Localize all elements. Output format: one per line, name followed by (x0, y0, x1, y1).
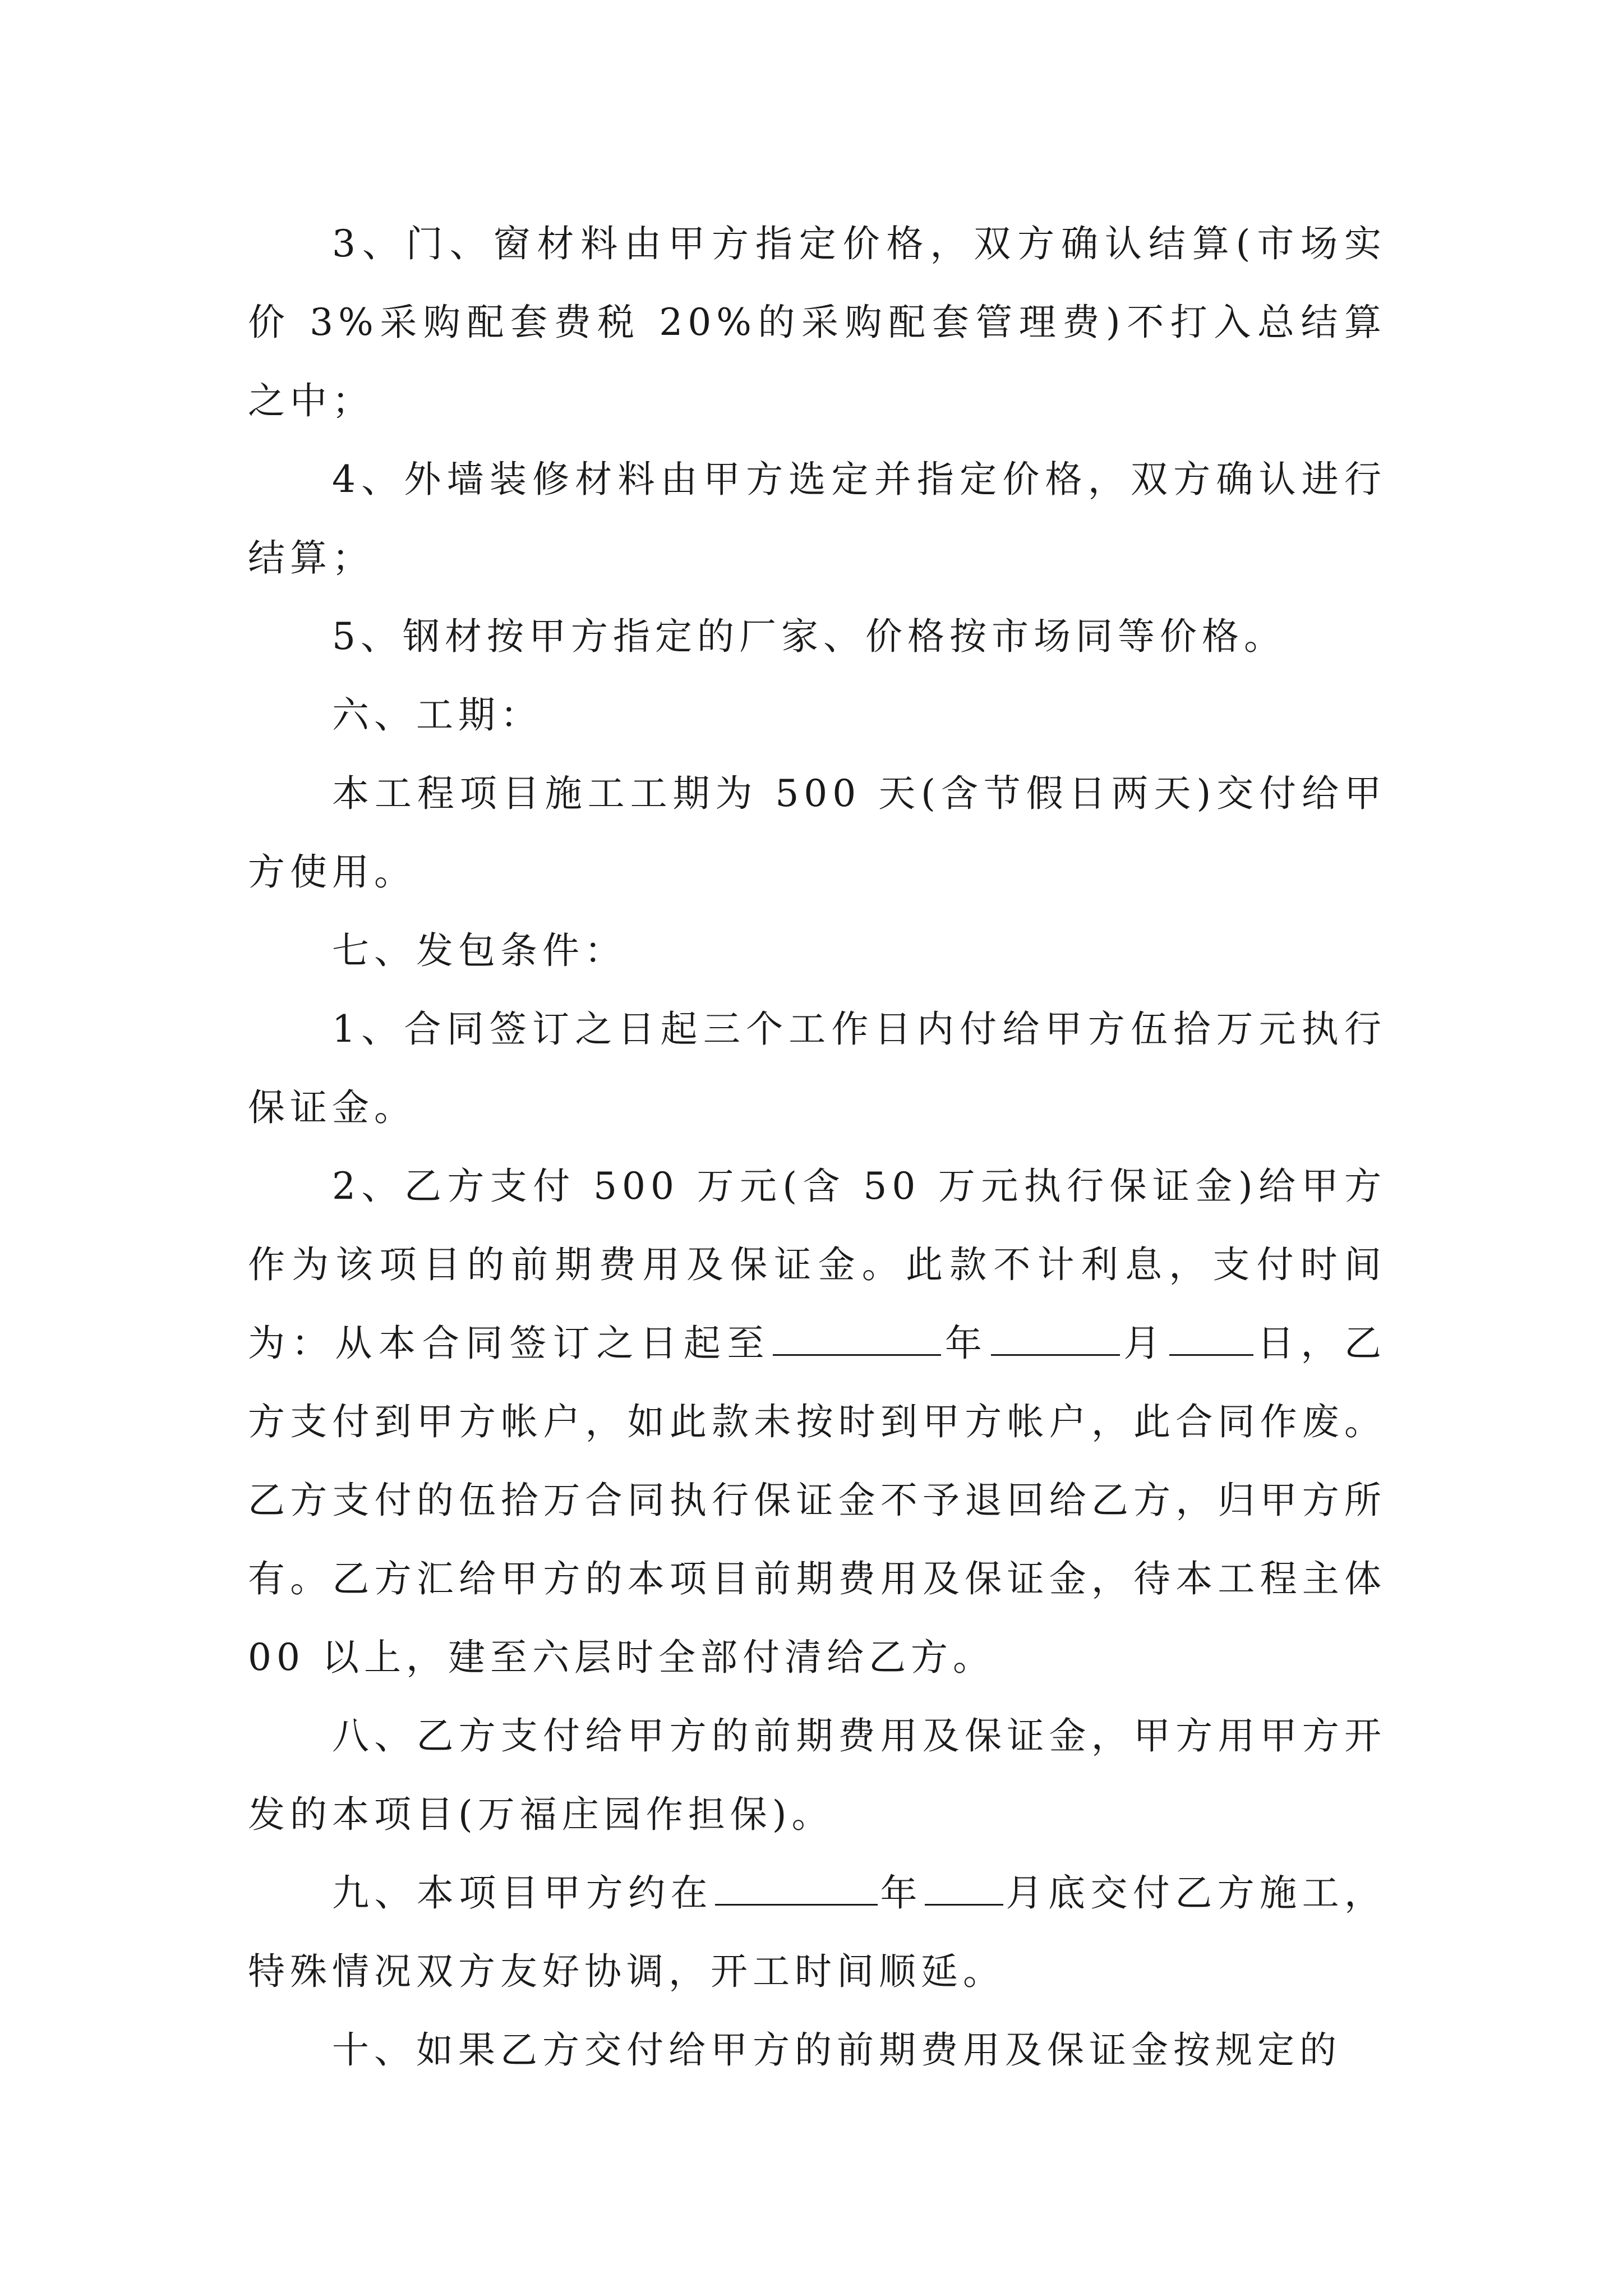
blank-year-field (773, 1317, 941, 1356)
blank-handover-year-field (715, 1867, 878, 1906)
paragraph-performance-deposit: 1、合同签订之日起三个工作日内付给甲方伍拾万元执行保证金。 (248, 1007, 1386, 1129)
paragraph-door-window-materials: 3、门、窗材料由甲方指定价格，双方确认结算(市场实价 3%采购配套费税 20%的采购配套管理费)不打入总结算之中； (248, 222, 1386, 422)
paragraph-steel-materials: 5、钢材按甲方指定的厂家、价格按市场同等价格。 (332, 615, 1286, 658)
payment-terms-text-end: 日，乙方支付到甲方帐户，如此款未按时到甲方帐户，此合同作废。乙方支付的伍拾万合同执行保证金不予退回给乙方，归甲方所有。乙方汇给甲方的本项目前期费用及保证金，待本工程主体 00 以上，建至六层时全部付清给乙方。 (248, 1322, 1387, 1679)
blank-month-field (991, 1317, 1120, 1356)
handover-year-label: 年 (880, 1871, 923, 1915)
document-body (248, 205, 1386, 2090)
month-label: 月 (1122, 1322, 1167, 1365)
payment-terms-text-start: 2、乙方支付 500 万元(含 50 万元执行保证金)给甲方作为该项目的前期费用及保证金。此款不计利息，支付时间为：从本合同签订之日起至 (248, 1165, 1386, 1365)
paragraph-construction-period: 本工程项目施工工期为 500 天(含节假日两天)交付给甲方使用。 (248, 772, 1386, 894)
paragraph-exterior-wall-materials: 4、外墙装修材料由甲方选定并指定价格，双方确认进行结算； (248, 458, 1386, 579)
paragraph-guarantee: 八、乙方支付给甲方的前期费用及保证金，甲方用甲方开发的本项目(万福庄园作担保)。 (248, 1714, 1386, 1836)
paragraph-handover-date (248, 1854, 1386, 2011)
heading-construction-period: 六、工期： (332, 693, 542, 737)
blank-handover-month-field (925, 1867, 1003, 1906)
year-label: 年 (943, 1322, 989, 1365)
paragraph-deposit-clause: 十、如果乙方交付给甲方的前期费用及保证金按规定的 (332, 2028, 1341, 2072)
heading-contracting-conditions: 七、发包条件： (332, 929, 626, 972)
handover-text-end: 月底交付乙方施工，特殊情况双方友好协调，开工时间顺延。 (248, 1871, 1387, 1993)
blank-day-field (1169, 1317, 1253, 1356)
paragraph-payment-terms (248, 1147, 1386, 1697)
handover-text-start: 九、本项目甲方约在 (332, 1871, 713, 1915)
